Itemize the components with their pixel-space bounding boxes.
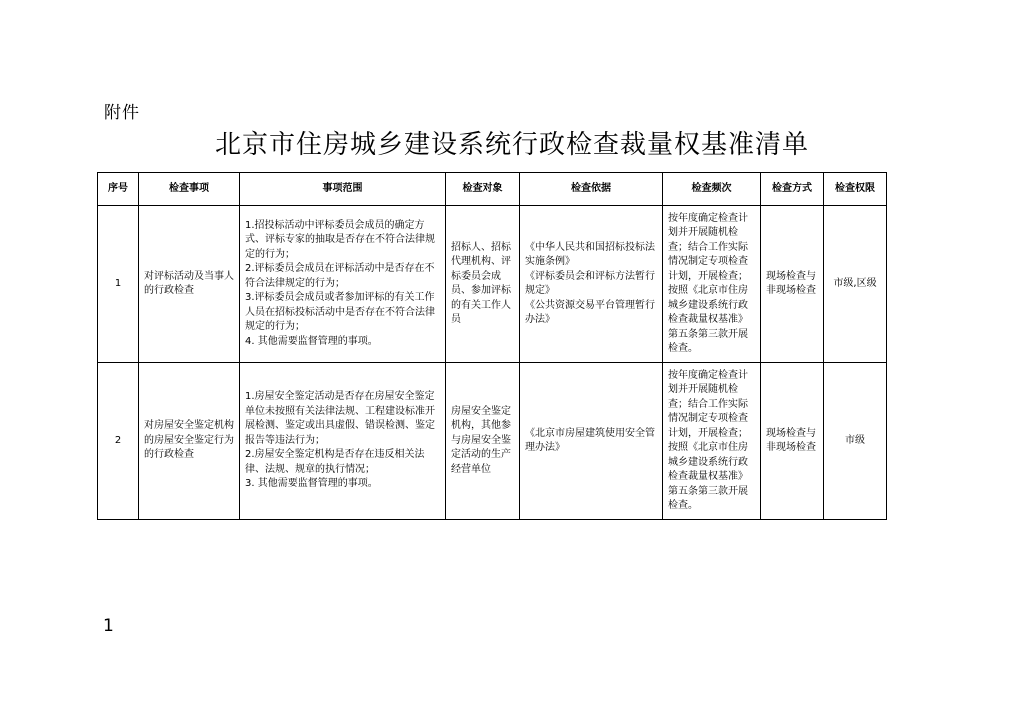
col-header-target: 检查对象 (446, 173, 520, 206)
scope-line: 2.评标委员会成员在评标活动中是否存在不符合法律规定的行为； (245, 263, 435, 289)
scope-line: 1.房屋安全鉴定活动是否存在房屋安全鉴定单位未按照有关法律法规、工程建设标准开展检测、鉴定或出具虚假、错误检测、鉴定报告等违法行为； (245, 391, 435, 446)
cell-method: 现场检查与非现场检查 (761, 206, 824, 363)
col-header-scope: 事项范围 (240, 173, 446, 206)
cell-frequency: 按年度确定检查计划并开展随机检查；结合工作实际情况制定专项检查计划，开展检查；按照《北京市住房城乡建设系统行政检查裁量权基准》第五条第三款开展检查。 (663, 206, 761, 363)
cell-scope (240, 363, 446, 520)
page-number: 1 (103, 616, 114, 636)
col-header-basis: 检查依据 (520, 173, 663, 206)
scope-line: 3. 其他需要监督管理的事项。 (245, 478, 378, 490)
cell-method: 现场检查与非现场检查 (761, 363, 824, 520)
col-header-authority: 检查权限 (824, 173, 887, 206)
inspection-table (97, 172, 887, 520)
cell-basis (520, 363, 663, 520)
table-row (98, 363, 887, 520)
col-header-item: 检查事项 (139, 173, 240, 206)
cell-target: 招标人、招标代理机构、评标委员会成员、参加评标的有关工作人员 (446, 206, 520, 363)
scope-line: 2.房屋安全鉴定机构是否存在违反相关法律、法规、规章的执行情况； (245, 449, 425, 475)
col-header-frequency: 检查频次 (663, 173, 761, 206)
cell-basis (520, 206, 663, 363)
basis-line: 《评标委员会和评标方法暂行规定》 (525, 270, 655, 296)
scope-line: 1.招投标活动中评标委员会成员的确定方式、评标专家的抽取是否存在不符合法律规定的行为； (245, 219, 435, 260)
cell-authority: 市级 (824, 363, 887, 520)
table-row (98, 206, 887, 363)
scope-line: 4. 其他需要监督管理的事项。 (245, 335, 378, 347)
cell-item: 对评标活动及当事人的行政检查 (139, 206, 240, 363)
document-title: 北京市住房城乡建设系统行政检查裁量权基准清单 (214, 130, 809, 160)
basis-line: 《公共资源交易平台管理暂行办法》 (525, 299, 655, 325)
table-header-row (98, 173, 887, 206)
cell-target: 房屋安全鉴定机构，其他参与房屋安全鉴定活动的生产经营单位 (446, 363, 520, 520)
attachment-label: 附件 (104, 103, 140, 123)
cell-no: 2 (98, 363, 139, 520)
col-header-method: 检查方式 (761, 173, 824, 206)
basis-line: 《北京市房屋建筑使用安全管理办法》 (525, 427, 655, 453)
cell-authority: 市级,区级 (824, 206, 887, 363)
cell-no: 1 (98, 206, 139, 363)
col-header-no: 序号 (98, 173, 139, 206)
basis-line: 《中华人民共和国招标投标法实施条例》 (525, 241, 655, 267)
cell-item: 对房屋安全鉴定机构的房屋安全鉴定行为的行政检查 (139, 363, 240, 520)
cell-scope (240, 206, 446, 363)
cell-frequency: 按年度确定检查计划并开展随机检查；结合工作实际情况制定专项检查计划，开展检查；按照《北京市住房城乡建设系统行政检查裁量权基准》第五条第三款开展检查。 (663, 363, 761, 520)
scope-line: 3.评标委员会成员或者参加评标的有关工作人员在招标投标活动中是否存在不符合法律规定的行为； (245, 292, 435, 333)
